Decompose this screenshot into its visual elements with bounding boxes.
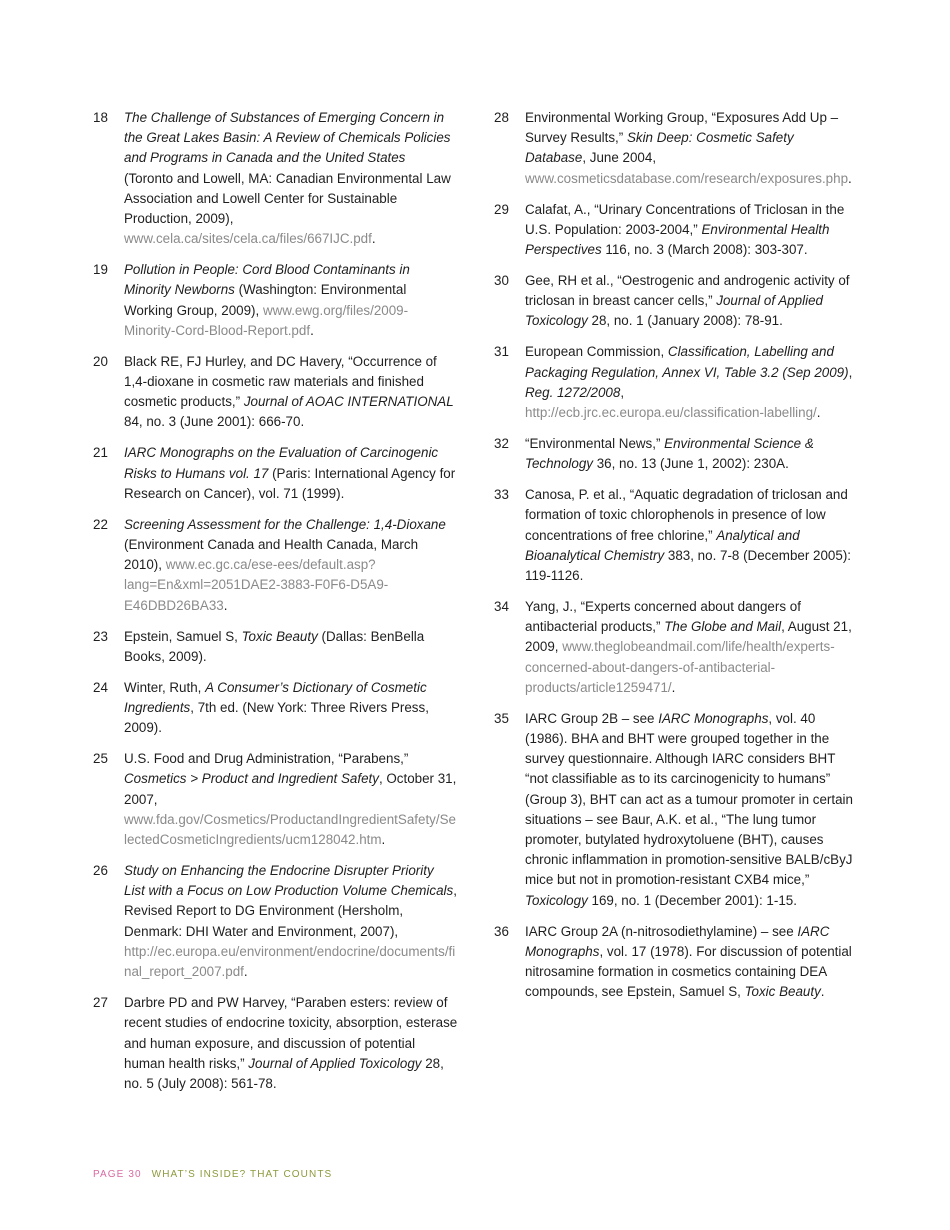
reference-number: 35 [494, 710, 509, 726]
reference-item [93, 993, 458, 1094]
reference-number: 34 [494, 599, 509, 615]
reference-text-segment: 383, no. 7-8 (December 2005): 119-1126. [525, 547, 852, 584]
reference-title: The Challenge of Substances of Emerging Concern in the Great Lakes Basin: A Review of Chemicals Policies and Programs in Canada and the United States [124, 110, 451, 166]
reference-text-segment: . [671, 679, 676, 695]
reference-url-link[interactable]: www.fda.gov/Cosmetics/ProductandIngredientSafety/SelectedCosmeticIngredients/ucm128042.htm [124, 811, 456, 848]
reference-text-segment: , Revised Report to DG Environment (Hersholm, Denmark: DHI Water and Environment, 2007), [124, 883, 457, 939]
reference-text-segment: 36, no. 13 (June 1, 2002): 230A. [593, 456, 789, 472]
reference-url-link[interactable]: www.theglobeandmail.com/life/health/experts-concerned-about-dangers-of-antibacterial-products/article1259471/ [525, 639, 835, 695]
reference-text [124, 627, 458, 667]
reference-text-segment: 169, no. 1 (December 2001): 1-15. [587, 892, 797, 908]
page-number: PAGE 30 [93, 1169, 142, 1180]
reference-number: 31 [494, 344, 509, 360]
reference-item [494, 342, 854, 423]
reference-text-segment: (Washington: Environmental Working Group, 2009), [124, 282, 407, 318]
reference-text-segment: . [310, 322, 314, 338]
reference-text-segment: . [223, 597, 228, 613]
reference-text [124, 678, 458, 739]
reference-title: Journal of Applied Toxicology [248, 1055, 422, 1071]
reference-text-segment: 116, no. 3 (March 2008): 303-307. [601, 242, 808, 258]
reference-text-segment: (Paris: International Agency for Research on Cancer), vol. 71 (1999). [124, 465, 456, 501]
reference-title: Toxic Beauty [744, 984, 821, 1000]
reference-text [124, 861, 458, 982]
reference-text-segment: (Toronto and Lowell, MA: Canadian Environmental Law Association and Lowell Center for Sustainable Production, 2009), [124, 170, 451, 227]
reference-url-link[interactable]: www.ewg.org/files/2009-Minority-Cord-Blood-Report.pdf [124, 302, 409, 338]
references-column-left [93, 108, 458, 1105]
reference-item [494, 200, 854, 261]
reference-text-segment: 28, no. 1 (January 2008): 78-91. [587, 313, 783, 329]
reference-item [93, 443, 458, 504]
reference-text [124, 443, 458, 504]
reference-title: Journal of Applied Toxicology [525, 293, 823, 329]
reference-item [93, 352, 458, 433]
reference-text-segment: Calafat, A., “Urinary Concentrations of Triclosan in the U.S. Population: 2003-2004,” [525, 201, 845, 237]
reference-item [93, 515, 458, 616]
reference-text-segment: (Environment Canada and Health Canada, March 2010), [124, 537, 419, 573]
reference-text-segment: Yang, J., “Experts concerned about dangers of antibacterial products,” [525, 599, 801, 635]
reference-item [494, 271, 854, 332]
reference-text [525, 485, 854, 586]
reference-text-segment: . [848, 170, 852, 186]
reference-text-segment: , vol. 40 (1986). BHA and BHT were grouped together in the survey questionnaire. Although IARC considers BHT “not classifiable as to its carcinogenicity to humans” (Group 3), BHT can act as a tumour promoter in certain situations – see Baur, A.K. et al., “The lung tumor promoter, butylated hydroxytoluene (BHT), causes chronic inflammation in promotion-sensitive BALB/cByJ mice but not in promotion-resistant CXB4 mice,” [525, 710, 853, 888]
reference-text-segment: (Dallas: BenBella Books, 2009). [124, 628, 425, 664]
reference-text [525, 271, 854, 332]
reference-title: Toxic Beauty [241, 628, 318, 644]
reference-item [93, 678, 458, 739]
reference-item [93, 861, 458, 982]
reference-number: 36 [494, 923, 509, 939]
reference-item [494, 108, 854, 189]
reference-url-link[interactable]: www.cosmeticsdatabase.com/research/exposures.php [525, 170, 849, 186]
reference-title: IARC Monographs on the Evaluation of Carcinogenic Risks to Humans vol. 17 [124, 445, 439, 481]
reference-text-segment: IARC Group 2A (n-nitrosodiethylamine) – see [525, 923, 798, 939]
reference-item [494, 485, 854, 586]
reference-text-segment: 28, no. 5 (July 2008): 561-78. [124, 1055, 444, 1091]
reference-number: 19 [93, 262, 108, 278]
reference-text-segment: Canosa, P. et al., “Aquatic degradation of triclosan and formation of toxic chlorophenols in presence of low concentrations of free chlorine,” [525, 487, 848, 543]
reference-number: 24 [93, 679, 108, 695]
reference-title: Screening Assessment for the Challenge: 1,4-Dioxane [124, 516, 446, 532]
reference-text-segment: Epstein, Samuel S, [124, 628, 242, 644]
reference-url-link[interactable]: http://ecb.jrc.ec.europa.eu/classification-labelling/ [525, 405, 817, 421]
reference-text-segment: 84, no. 3 (June 2001): 666-70. [124, 414, 305, 430]
reference-text-segment: , October 31, 2007, [124, 771, 457, 807]
reference-text-segment: Environmental Working Group, “Exposures Add Up – Survey Results,” [525, 110, 839, 146]
reference-text [124, 352, 458, 433]
reference-text [124, 260, 458, 341]
reference-text-segment: , 7th ed. (New York: Three Rivers Press, 2009). [124, 700, 429, 736]
reference-title: Study on Enhancing the Endocrine Disrupter Priority List with a Focus on Low Production Volume Chemicals [124, 863, 454, 899]
reference-text-segment: , June 2004, [582, 150, 657, 166]
reference-item [93, 260, 458, 341]
reference-number: 22 [93, 516, 108, 532]
reference-text-segment: Winter, Ruth, [124, 679, 206, 695]
reference-text [525, 434, 854, 474]
reference-number: 21 [93, 445, 108, 461]
reference-item [93, 749, 458, 850]
reference-text-segment: , August 21, 2009, [525, 619, 852, 655]
reference-text [525, 108, 854, 189]
document-title: WHAT’S INSIDE? THAT COUNTS [151, 1169, 333, 1180]
reference-text [525, 342, 854, 423]
reference-item [93, 108, 458, 249]
reference-item [494, 709, 854, 911]
reference-text [124, 749, 458, 850]
reference-number: 32 [494, 436, 509, 452]
reference-number: 23 [93, 628, 108, 644]
reference-text-segment: “Environmental News,” [525, 436, 665, 452]
reference-number: 30 [494, 273, 509, 289]
reference-title: Journal of AOAC INTERNATIONAL [243, 394, 454, 410]
reference-url-link[interactable]: www.ec.gc.ca/ese-ees/default.asp?lang=En&xml=2051DAE2-3883-F0F6-D5A9-E46DBD26BA33 [124, 557, 389, 613]
reference-text [124, 993, 458, 1094]
reference-text-segment: . [381, 832, 386, 848]
reference-item [494, 434, 854, 474]
reference-text [525, 597, 854, 698]
reference-title: The Globe and Mail [664, 619, 782, 635]
reference-text-segment: U.S. Food and Drug Administration, “Parabens,” [124, 751, 409, 767]
reference-url-link[interactable]: www.cela.ca/sites/cela.ca/files/667IJC.pdf [124, 231, 372, 247]
reference-text [124, 108, 458, 249]
reference-text-segment: Darbre PD and PW Harvey, “Paraben esters: review of recent studies of endocrine toxicity, absorption, esterase and human exposure, and discussion of potential human health risks,” [124, 995, 458, 1071]
reference-title: Reg. 1272/2008 [525, 384, 621, 400]
reference-title: Toxicology [525, 892, 588, 908]
reference-text-segment: . [243, 964, 248, 980]
reference-number: 20 [93, 353, 108, 369]
reference-text-segment: IARC Group 2B – see [525, 710, 659, 726]
reference-title: Environmental Science & Technology [525, 436, 814, 472]
reference-title: Cosmetics > Product and Ingredient Safety [124, 771, 379, 787]
reference-title: A Consumer’s Dictionary of Cosmetic Ingredients [124, 679, 427, 716]
reference-title: IARC Monographs [658, 710, 769, 726]
reference-title: Pollution in People: Cord Blood Contaminants in Minority Newborns [124, 262, 410, 298]
reference-text-segment: . [820, 984, 825, 1000]
reference-number: 33 [494, 487, 509, 503]
reference-url-link[interactable]: http://ec.europa.eu/environment/endocrine/documents/final_report_2007.pdf [124, 943, 456, 980]
reference-number: 28 [494, 110, 509, 125]
reference-text-segment: , [620, 384, 625, 400]
reference-item [494, 597, 854, 698]
reference-text [525, 922, 854, 1003]
reference-title: Classification, Labelling and Packaging Regulation, Annex VI, Table 3.2 (Sep 2009) [525, 344, 849, 380]
reference-title: Analytical and Bioanalytical Chemistry [525, 527, 800, 563]
page-footer [93, 1169, 332, 1180]
reference-number: 26 [93, 863, 108, 879]
reference-text-segment: Black RE, FJ Hurley, and DC Havery, “Occurrence of 1,4-dioxane in cosmetic raw materials and finished cosmetic products,” [124, 353, 437, 410]
reference-number: 18 [93, 110, 108, 125]
reference-item [494, 922, 854, 1003]
reference-text-segment: Gee, RH et al., “Oestrogenic and androgenic activity of triclosan in breast cancer cells,” [525, 273, 850, 309]
reference-title: IARC Monographs [525, 923, 830, 959]
reference-text [124, 515, 458, 616]
reference-title: Skin Deep: Cosmetic Safety Database [525, 130, 794, 166]
reference-number: 25 [93, 751, 108, 767]
reference-text-segment: European Commission, [525, 344, 668, 360]
reference-text [525, 200, 854, 261]
reference-text-segment: . [371, 231, 376, 247]
reference-text-segment: . [816, 405, 821, 421]
reference-text-segment: , vol. 17 (1978). For discussion of potential nitrosamine formation in cosmetics containing DEA compounds, see Epstein, Samuel S, [525, 943, 852, 1000]
reference-item [93, 627, 458, 667]
reference-text [525, 709, 854, 911]
reference-number: 29 [494, 201, 509, 217]
reference-text-segment: , [848, 364, 853, 380]
reference-title: Environmental Health Perspectives [525, 221, 830, 258]
references-column-right [494, 108, 854, 1013]
reference-number: 27 [93, 995, 108, 1011]
